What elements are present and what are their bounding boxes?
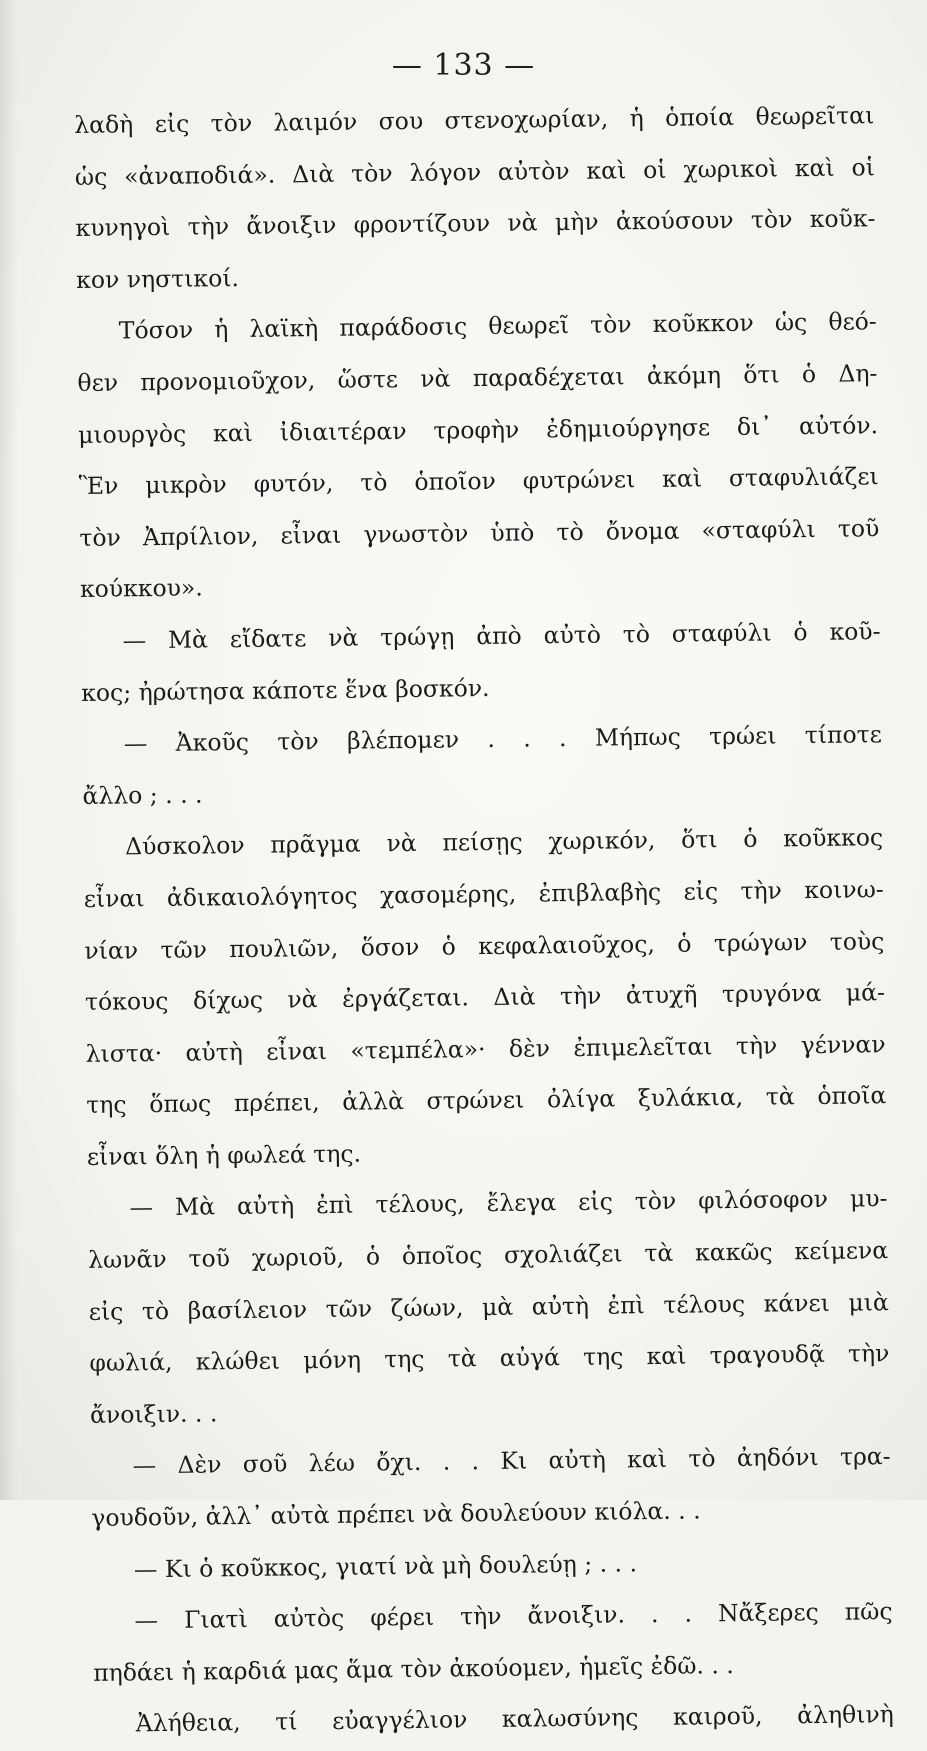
text-line: Δύσκολον πρᾶγμα νὰ πείσῃς χωρικόν, ὅτι ὁ κοῦκκος (124, 823, 884, 861)
text-line: τόκους δίχως νὰ ἐργάζεται. Διὰ τὴν ἀτυχῆ τρυγόνα μά- (84, 978, 886, 1017)
text-line: Ἀλήθεια, τί εὐαγγέλιον καλωσύνης καιροῦ, ἀληθινὴ (135, 1700, 894, 1738)
text-line: εἶναι ὅλη ἡ φωλεά της. (86, 1139, 362, 1171)
text-line: λαδὴ εἰς τὸν λαιμόν σου στενοχωρίαν, ἡ ὁποία θεωρεῖται (74, 101, 875, 139)
text-line: εἶναι ἀδικαιολόγητος χασομέρης, ἐπιβλαβὴς εἰς τὴν κοινω- (83, 875, 884, 913)
text-line: θεν προνομιοῦχον, ὥστε νὰ παραδέχεται ἀκόμη ὅτι ὁ Δη- (77, 359, 878, 397)
text-line: — Γιατὶ αὐτὸς φέρει τὴν ἄνοιξιν. . . Νἄξερες πῶς (134, 1597, 893, 1635)
page-edge-shadow (0, 0, 18, 1500)
text-line: — Ἀκοῦς τὸν βλέπομεν . . . Μήπως τρώει τίποτε (123, 720, 882, 758)
text-line: νίαν τῶν πουλιῶν, ὅσον ὁ κεφαλαιοῦχος, ὁ τρώγων τοὺς (84, 926, 885, 965)
text-line: της ὅπως πρέπει, ἀλλὰ στρώνει ὀλίγα ξυλάκια, τὰ ὁποῖα (86, 1081, 887, 1120)
text-line: ὡς «ἀναποδιά». Διὰ τὸν λόγον αὐτὸν καὶ οἱ χωρικοὶ καὶ οἱ (74, 152, 876, 191)
text-line: — Μὰ εἴδατε νὰ τρώγῃ ἀπὸ αὐτὸ τὸ σταφύλι ὁ κοῦ- (122, 617, 881, 655)
text-line: κος; ἠρώτησα κάποτε ἕνα βοσκόν. (81, 673, 490, 707)
text-line: κούκκου». (79, 573, 203, 604)
text-line: μιουργὸς καὶ ἰδιαιτέραν τροφὴν ἐδημιούργησε δι᾽ αὐτόν. (77, 410, 879, 449)
text-line: ἄλλο ; . . . (82, 780, 203, 810)
text-line: τὸν Ἀπρίλιον, εἶναι γνωστὸν ὑπὸ τὸ ὄνομα «σταφύλι τοῦ (79, 513, 880, 552)
text-line: — Κι ὁ κοῦκκος, γιατί νὰ μὴ δουλεύῃ ; . . . (133, 1548, 638, 1584)
text-line: κυνηγοὶ τὴν ἄνοιξιν φροντίζουν νὰ μὴν ἀκούσουν τὸν κοῦκ- (75, 204, 876, 243)
text-line: Ἓν μικρὸν φυτόν, τὸ ὁποῖον φυτρώνει καὶ σταφυλιάζει (78, 462, 879, 501)
text-line: εἰς τὸ βασίλειον τῶν ζώων, μὰ αὐτὴ ἐπὶ τέλους κάνει μιὰ (88, 1287, 889, 1326)
text-line: πηδάει ἡ καρδιά μας ἅμα τὸν ἀκούομεν, ἡμεῖς ἐδῶ. . . (93, 1650, 734, 1687)
text-line: λωνᾶν τοῦ χωριοῦ, ὁ ὁποῖος σχολιάζει τὰ κακῶς κείμενα (88, 1236, 889, 1274)
text-line: γουδοῦν, ἀλλ᾽ αὐτὰ πρέπει νὰ δουλεύουν κιόλα. . . (91, 1496, 701, 1532)
text-line: ἄνοιξιν. . . (89, 1399, 218, 1429)
text-line: λιστα· αὐτὴ εἶναι «τεμπέλα»· δὲν ἐπιμελεῖται τὴν γένναν (85, 1029, 886, 1068)
body-text (74, 90, 894, 1751)
text-line: κον νηστικοί. (76, 263, 240, 294)
text-line: — Μὰ αὐτὴ ἐπὶ τέλους, ἔλεγα εἰς τὸν φιλόσοφον μυ- (129, 1184, 888, 1222)
text-line: — Δὲν σοῦ λέω ὄχι. . . Κι αὐτὴ καὶ τὸ ἀηδόνι τρα- (132, 1442, 891, 1480)
text-line: Τόσον ἡ λαϊκὴ παράδοσις θεωρεῖ τὸν κοῦκκον ὡς θεό- (118, 307, 877, 345)
page-number: — 133 — (391, 48, 536, 83)
text-line: φωλιά, κλώθει μόνη της τὰ αὐγά της καὶ τραγουδᾷ τὴν (89, 1339, 890, 1378)
